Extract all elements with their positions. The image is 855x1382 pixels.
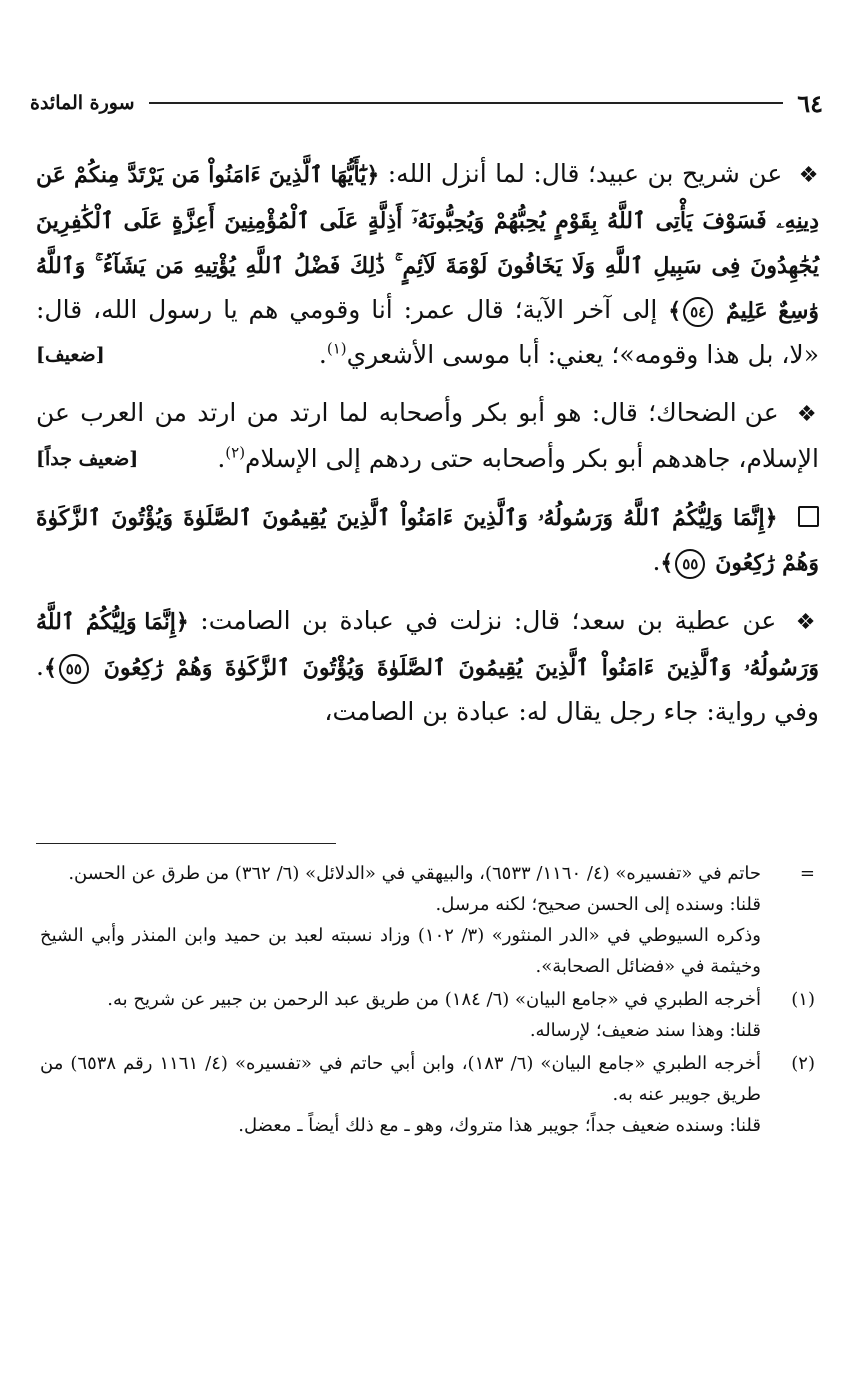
- sentence-end: .: [217, 444, 226, 473]
- page-header: [30, 86, 823, 120]
- quran-verse: ﴿إِنَّمَا وَلِيُّكُمُ ٱللَّهُ وَرَسُولُهُۥ وَٱلَّذِينَ ءَامَنُواْ ٱلَّذِينَ يُقِيمُونَ ٱلصَّلَوٰةَ وَيُؤْتُونَ ٱلزَّكَوٰةَ وَهُمْ رَٰكِعُونَ: [36, 505, 819, 576]
- quran-close-bracket: ﴾: [668, 298, 682, 324]
- quran-close-bracket: ﴾: [660, 550, 674, 576]
- ayah-number-icon: ٥٤: [683, 297, 713, 327]
- footnote-line: أخرجه الطبري في «جامع البيان» (٦/ ١٨٤) من طريق عبد الرحمن بن جبير عن شريح به.: [107, 989, 761, 1010]
- diamond-bullet-icon: ❖: [796, 402, 819, 427]
- narration-text: إلى آخر الآية؛ قال عمر: أنا وقومي هم يا رسول الله، قال: «لا، بل هذا وقومه»؛ يعني: أبا موسى الأشعري: [36, 295, 819, 369]
- footnote-line: قلنا: وسنده ضعيف جداً؛ جويبر هذا متروك، وهو ـ مع ذلك أيضاً ـ معضل.: [238, 1115, 761, 1136]
- footnote-marker: (١): [791, 989, 815, 1010]
- footnote-ref: (٢): [225, 443, 246, 462]
- footnote-body: [40, 984, 761, 1046]
- sentence-end: .: [318, 340, 327, 369]
- page-number: ٦٤: [797, 88, 823, 118]
- footnote-marker: (٢): [791, 1053, 815, 1074]
- square-bullet-icon: [798, 506, 819, 527]
- footnote-body: [40, 1048, 761, 1141]
- footnote-line: حاتم في «تفسيره» (٤/ ١١٦٠/ ٦٥٣٣)، والبيهقي في «الدلائل» (٦/ ٣٦٢) من طرق عن الحسن.: [68, 863, 761, 884]
- narration-text: عن الضحاك؛ قال: هو أبو بكر وأصحابه لما ارتد من ارتد من العرب عن الإسلام، جاهدهم أبو بكر وأصحابه حتى ردهم إلى الإسلام: [36, 398, 819, 473]
- header-rule: [149, 102, 784, 104]
- ayah-number-icon: ٥٥: [59, 654, 89, 684]
- narration-text: . وفي رواية: جاء رجل يقال له: عبادة بن الصامت،: [36, 652, 819, 726]
- quran-verse: ﴿يَٰٓأَيُّهَا ٱلَّذِينَ ءَامَنُواْ مَن يَرْتَدَّ مِنكُمْ عَن دِينِهِۦ فَسَوْفَ يَأْتِى ٱللَّهُ بِقَوْمٍ يُحِبُّهُمْ وَيُحِبُّونَهُۥٓ أَذِلَّةٍ عَلَى ٱلْمُؤْمِنِينَ أَعِزَّةٍ عَلَى ٱلْكَٰفِرِينَ يُجَٰهِدُونَ فِى سَبِيلِ ٱللَّهِ وَلَا يَخَافُونَ لَوْمَةَ لَآئِمٍ ۚ ذَٰلِكَ فَضْلُ ٱللَّهِ يُؤْتِيهِ مَن يَشَآءُ ۚ وَٱللَّهُ وَٰسِعٌ عَلِيمٌ: [36, 162, 819, 324]
- ayah-number-icon: ٥٥: [675, 549, 705, 579]
- surah-title: سورة المائدة: [30, 92, 135, 114]
- sentence-end: .: [652, 547, 661, 576]
- footnote: [40, 984, 815, 1046]
- footnotes: [40, 858, 815, 1143]
- narration-intro: عن عطية بن سعد؛ قال: نزلت في عبادة بن الصامت:: [200, 606, 777, 635]
- narration-intro: عن شريح بن عبيد؛ قال: لما أنزل الله:: [387, 159, 783, 188]
- footnote: [40, 1048, 815, 1141]
- main-text: [36, 152, 819, 748]
- verse-heading: [36, 495, 819, 585]
- footnote-marker: =: [799, 863, 815, 884]
- quran-close-bracket: ﴾: [43, 655, 57, 681]
- footnote-line: قلنا: وسنده إلى الحسن صحيح؛ لكنه مرسل.: [435, 894, 761, 915]
- grading-label: [ضعيف جداً]: [36, 448, 139, 470]
- diamond-bullet-icon: ❖: [798, 163, 820, 188]
- footnote-line: أخرجه الطبري «جامع البيان» (٦/ ١٨٣)، وابن أبي حاتم في «تفسيره» (٤/ ١١٦١ رقم ٦٥٣٨) من طريق جويبر عنه به.: [40, 1053, 761, 1105]
- diamond-bullet-icon: ❖: [795, 610, 819, 635]
- footnote-line: قلنا: وهذا سند ضعيف؛ لإرساله.: [529, 1020, 761, 1041]
- narration-paragraph: [36, 391, 819, 481]
- footnote-line: وذكره السيوطي في «الدر المنثور» (٣/ ١٠٢) وزاد نسبته لعبد بن حميد وابن المنذر وأبي الشيخ وخيثمة في «فضائل الصحابة».: [40, 925, 761, 977]
- narration-paragraph: [36, 599, 819, 734]
- grading-label: [ضعيف]: [36, 344, 105, 366]
- narration-paragraph: [36, 152, 819, 377]
- footnote-separator: [36, 843, 336, 844]
- quran-verse: ﴿إِنَّمَا وَلِيُّكُمُ ٱللَّهُ وَرَسُولُهُۥ وَٱلَّذِينَ ءَامَنُواْ ٱلَّذِينَ يُقِيمُونَ ٱلصَّلَوٰةَ وَيُؤْتُونَ ٱلزَّكَوٰةَ وَهُمْ رَٰكِعُونَ: [36, 609, 819, 681]
- footnote: [40, 858, 815, 982]
- footnote-ref: (١): [326, 339, 347, 358]
- footnote-body: [40, 858, 761, 982]
